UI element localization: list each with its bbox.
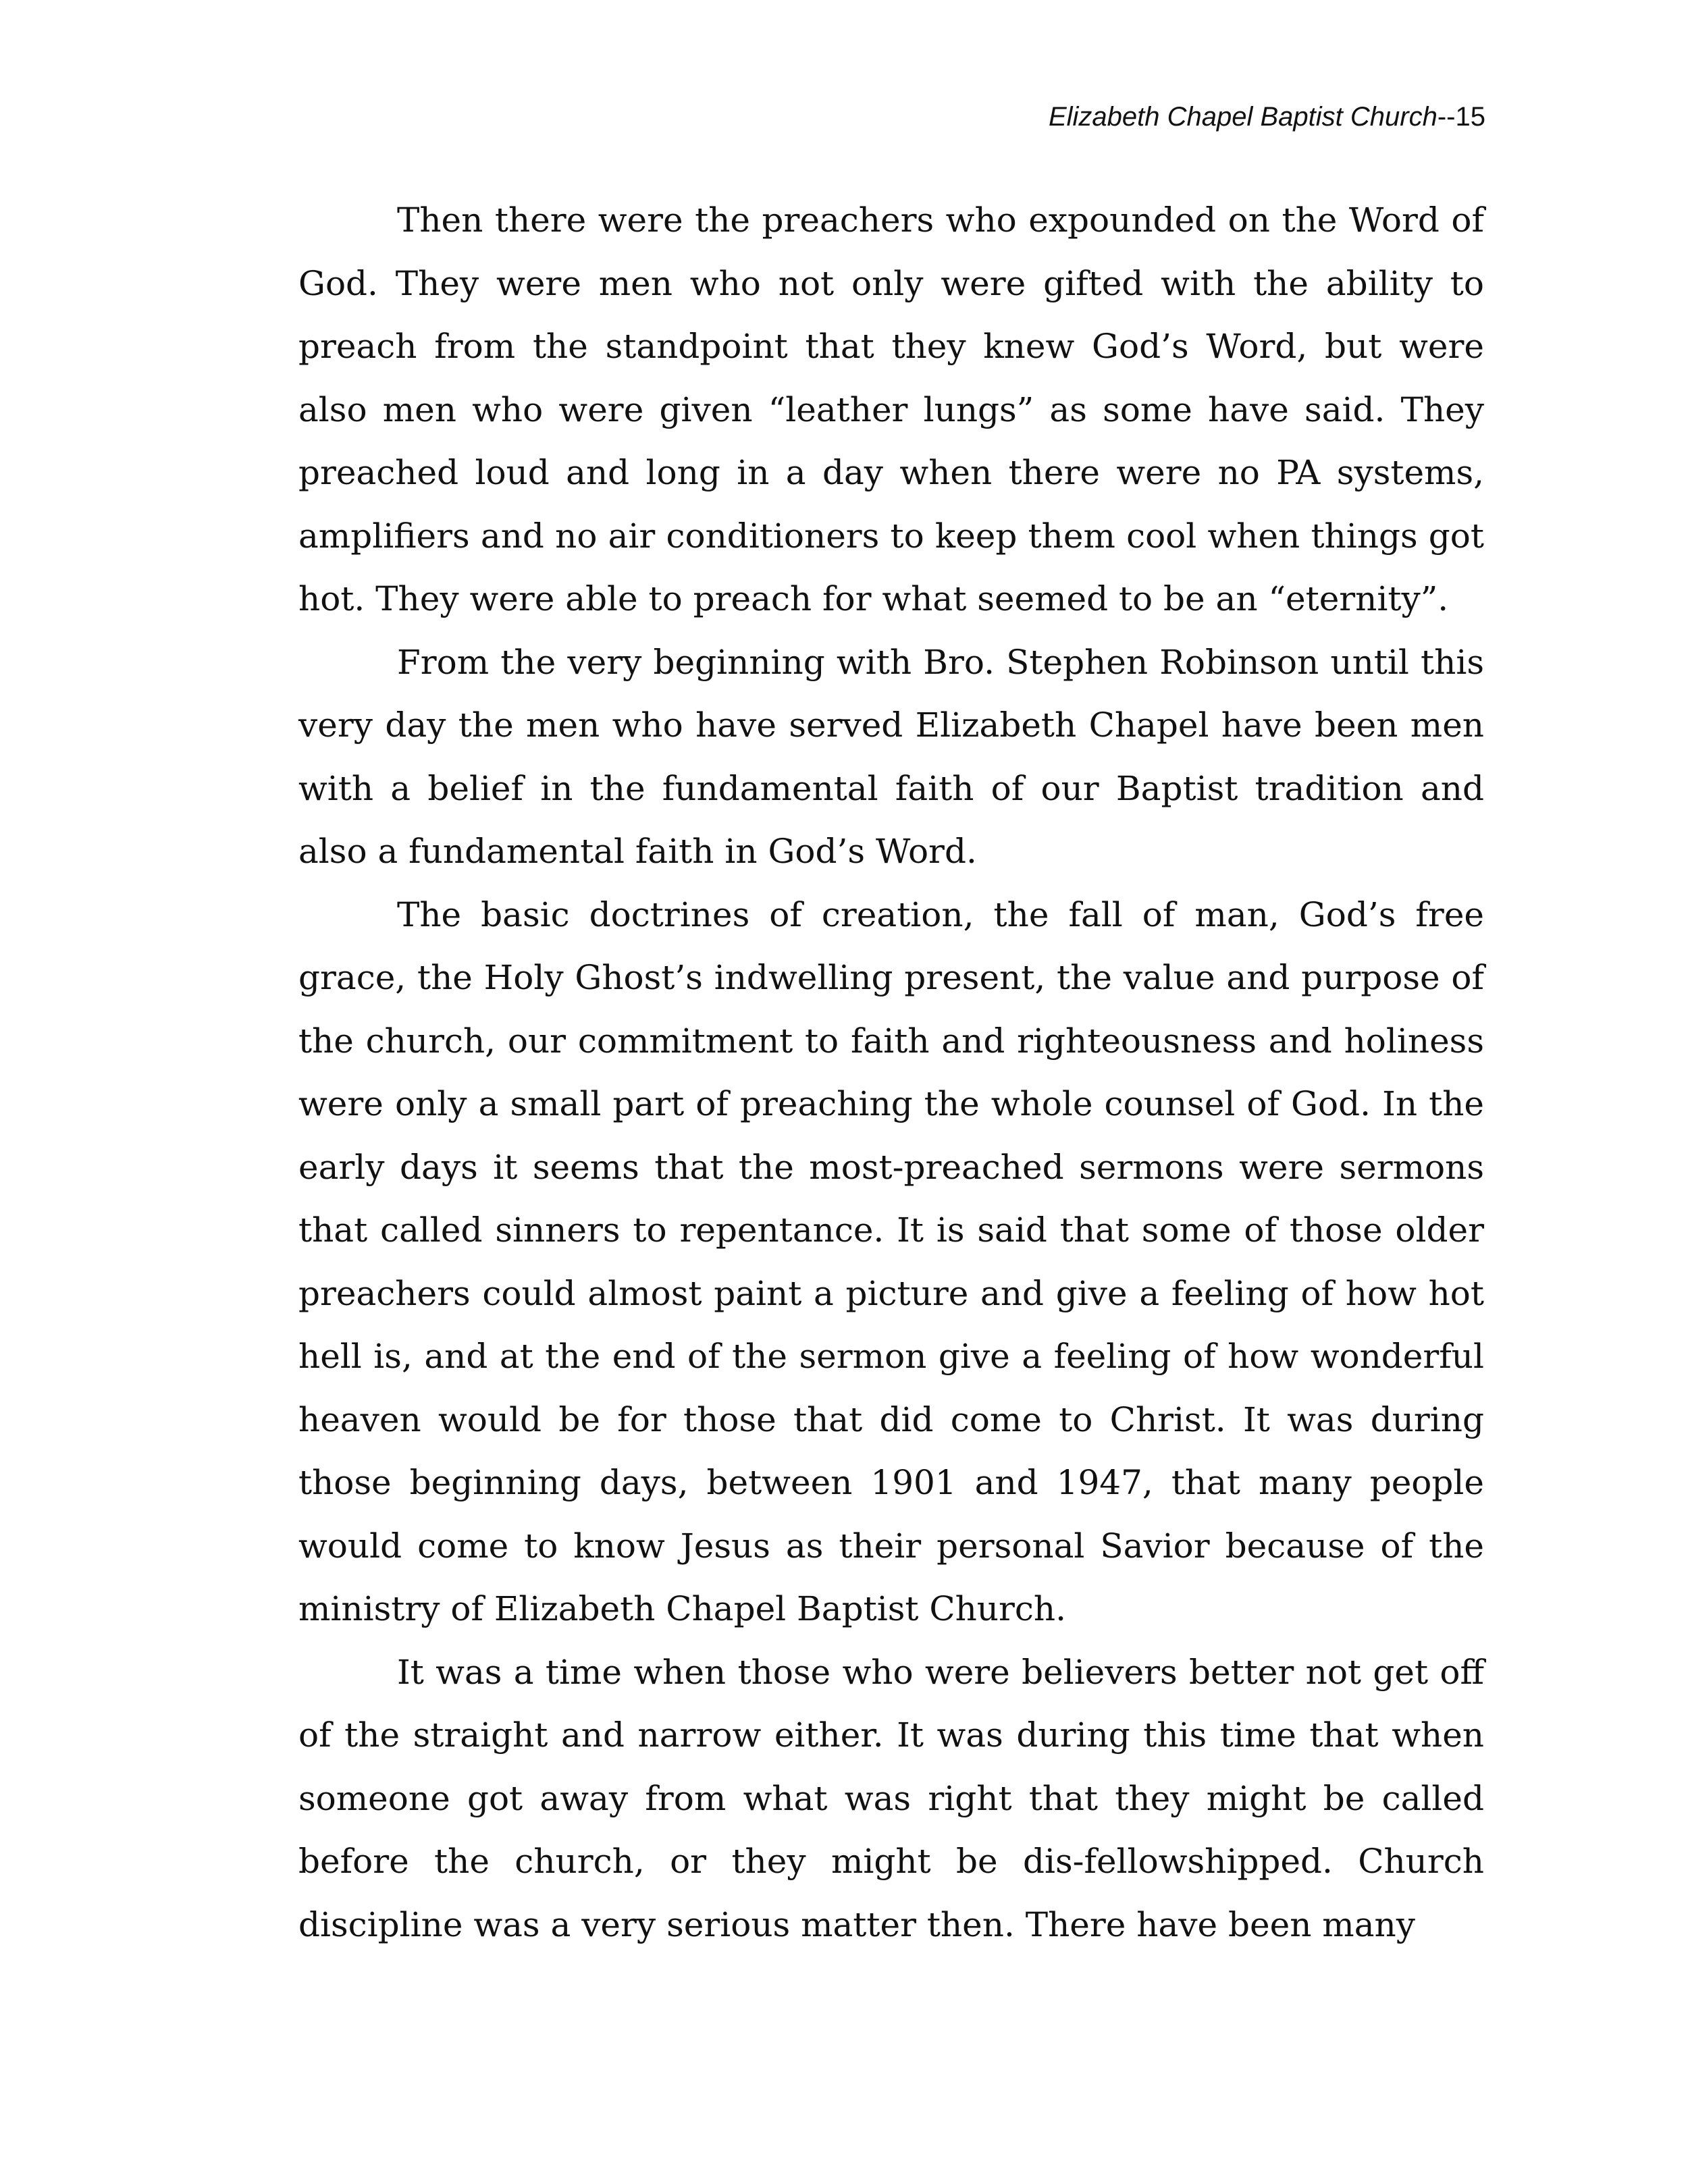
paragraph-preachers: Then there were the preachers who expounded on the Word of God. They were men who not only were gifted with the ability to preach from the standpoint that they knew God’s Word, but were also men who were given “leather lungs” as some have said. They preached loud and long in a day when there were no PA systems, amplifiers and no air conditioners to keep them cool when things got hot. They were able to preach for what seemed to be an “eternity”. — [298, 201, 1484, 618]
body-text — [298, 189, 1484, 1956]
paragraph-doctrines: The basic doctrines of creation, the fall of man, God’s free grace, the Holy Ghost’s indwelling present, the value and purpose of the church, our commitment to faith and righteousness and holiness were only a small part of preaching the whole counsel of God. In the early days it seems that the most-preached sermons were sermons that called sinners to repentance. It is said that some of those older preachers could almost paint a picture and give a feeling of how hot hell is, and at the end of the sermon give a feeling of how wonderful heaven would be for those that did come to Christ. It was during those beginning days, between 1901 and 1947, that many people would come to know Jesus as their personal Savior because of the ministry of Elizabeth Chapel Baptist Church. — [298, 895, 1484, 1628]
paragraph-discipline: It was a time when those who were believers better not get off of the straight and narrow either. It was during this time that when someone got away from what was right that they might be called before the church, or they might be dis-fellowshipped. Church discipline was a very serious matter then. There have been many — [298, 1652, 1484, 1944]
paragraph-beginning: From the very beginning with Bro. Stephen Robinson until this very day the men who have served Elizabeth Chapel have been men with a belief in the fundamental faith of our Baptist tradition and also a fundamental faith in God’s Word. — [298, 642, 1484, 871]
header-church-name: Elizabeth Chapel Baptist Church — [1048, 102, 1438, 132]
page-number: 15 — [1455, 102, 1485, 132]
header-separator: -- — [1437, 102, 1456, 132]
running-header — [1049, 100, 1485, 134]
